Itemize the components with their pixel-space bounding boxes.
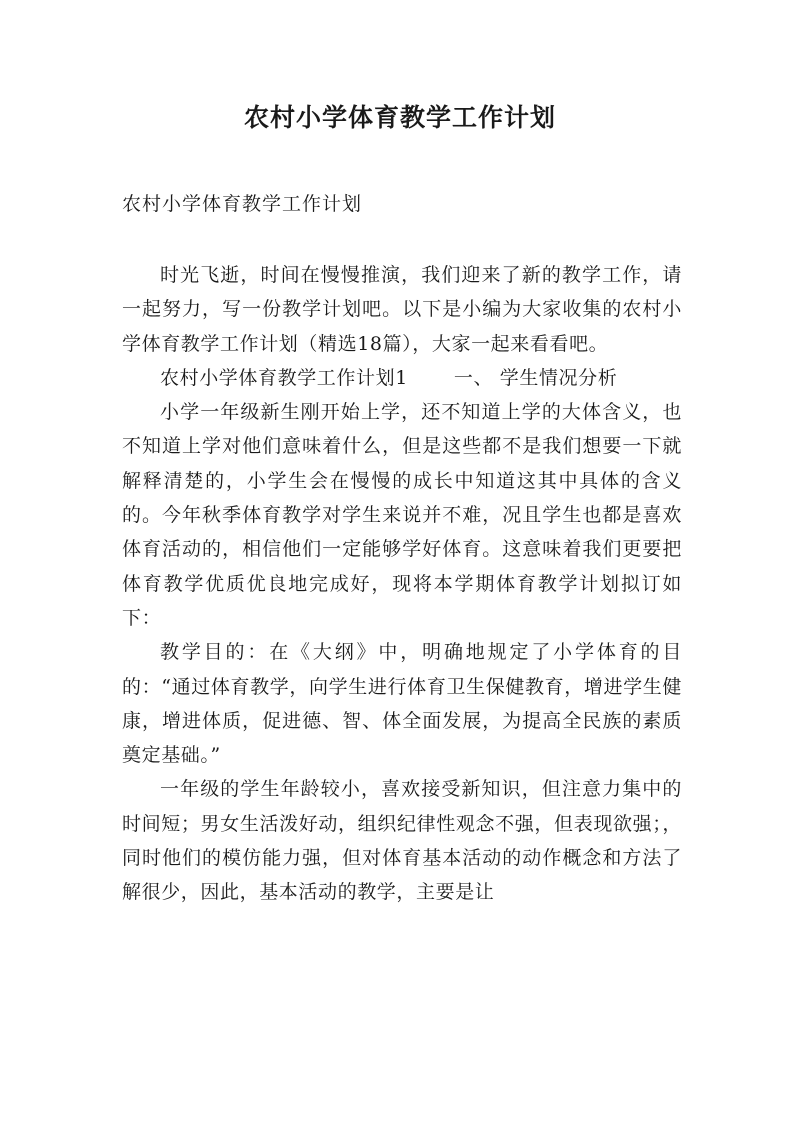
intro-paragraph: 时光飞逝，时间在慢慢推演，我们迎来了新的教学工作，请一起努力，写一份教学计划吧。以下是小编为大家收集的农村小学体育教学工作计划（精选18篇），大家一起来看看吧。 [122, 264, 682, 355]
section-heading: 一、 学生情况分析 [453, 366, 618, 389]
section-title: 农村小学体育教学工作计划1 [160, 366, 408, 389]
body-paragraph-2: 教学目的：在《大纲》中，明确地规定了小学体育的目的：“通过体育教学，向学生进行体育卫生保健教育，增进学生健康，增进体质，促进德、智、体全面发展，为提高全民族的素质奠定基础。” [122, 641, 682, 767]
section-heading-line [122, 361, 682, 395]
document-subtitle: 农村小学体育教学工作计划 [122, 193, 363, 215]
body-paragraph-1: 小学一年级新生刚开始上学，还不知道上学的大体含义，也不知道上学对他们意味着什么，但是这些都不是我们想要一下就解释清楚的，小学生会在慢慢的成长中知道这其中具体的含义的。今年秋季体育教学对学生来说并不难，况且学生也都是喜欢体育活动的，相信他们一定能够学好体育。这意味着我们更要把体育教学优质优良地完成好，现将本学期体育教学计划拟订如下： [122, 401, 682, 629]
document-body [122, 258, 682, 910]
body-paragraph-3: 一年级的学生年龄较小，喜欢接受新知识，但注意力集中的时间短；男女生活泼好动，组织纪律性观念不强，但表现欲强；，同时他们的模仿能力强，但对体育基本活动的动作概念和方法了解很少，因此，基本活动的教学，主要是让 [122, 778, 682, 904]
document-title: 农村小学体育教学工作计划 [243, 103, 556, 132]
